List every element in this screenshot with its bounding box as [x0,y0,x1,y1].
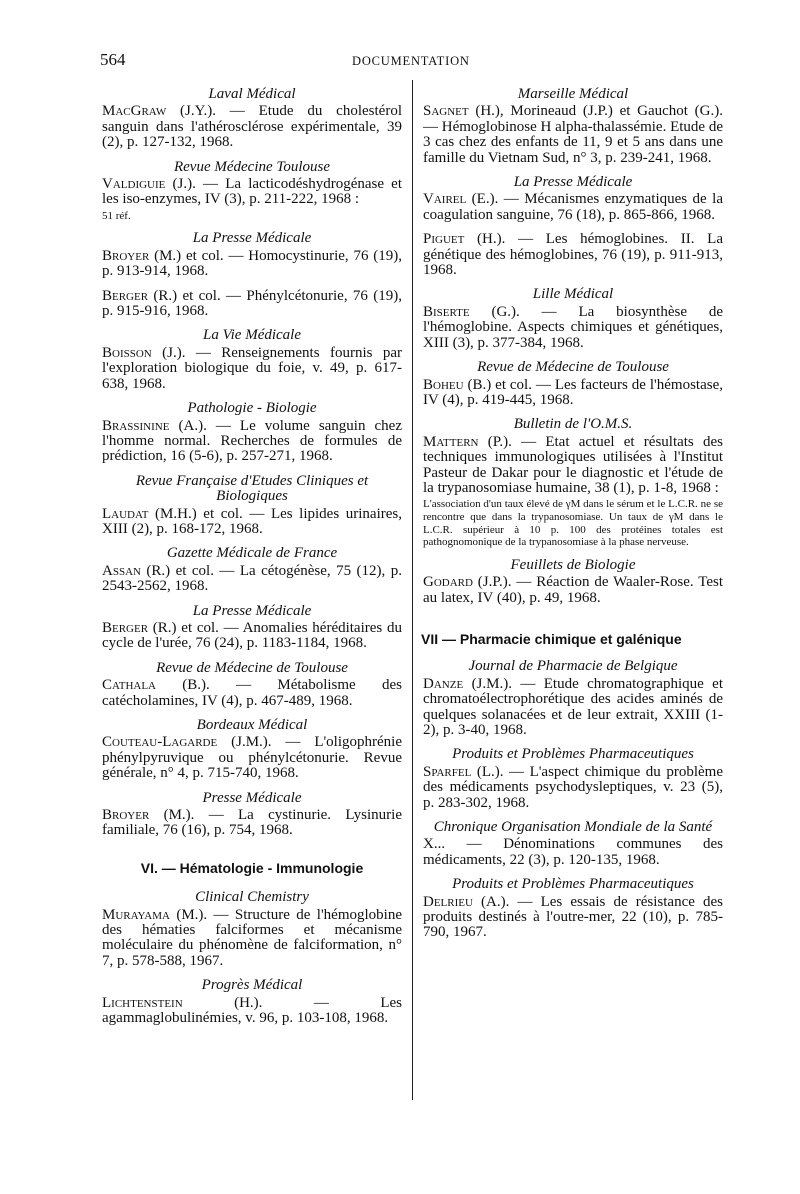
entry-author: Broyer [102,247,150,264]
journal-title: La Presse Médicale [513,174,633,191]
bibliography-entry [102,507,402,538]
journal-title: Produits et Problèmes Pharmaceutiques [452,876,694,893]
entry-text: (M.H.) et col. — Les lipides urinaires, XIII (2), p. 168-172, 1968. [102,505,402,537]
section-heading: VII — Pharmacie chimique et galénique [421,630,682,647]
journal-title: La Presse Médicale [192,230,312,247]
journal-title: Feuillets de Biologie [510,556,636,573]
entry-author: Valdiguie [102,176,166,193]
bibliography-entry [102,104,402,150]
journal-title: Chronique Organisation Mondiale de la Santé [433,819,713,835]
journal-title: Revue Française d'Etudes Cliniques et Biologiques [135,472,369,505]
entry-text: (H.), Morineaud (J.P.) et Gauchot (G.). — Hémoglobinose H alpha-thalassémie. Etude de 3 cas chez des enfants de 11, 9 et 5 ans dans une famille du Vietnam Sud, n° 3, p. 239-241, 1968. [423,103,723,166]
bibliography-entry [423,435,723,497]
entry-author: Boisson [102,344,152,361]
bibliography-entry [102,908,402,970]
journal-title: Bulletin de l'O.M.S. [513,416,633,433]
entry-author: Lichtenstein [102,994,183,1011]
section-heading: VI. — Hématologie - Immunologie [140,859,364,876]
entry-text: (J.M.). — Etude chromatographique et chromatoélectrophorétique des acides aminés de quelques solanacées et de leur extrait, XXIII (1-2), p. 3-40, 1968. [423,675,723,738]
entry-text: (G.). — La biosynthèse de l'hémoglobine. Aspects chimiques et génétiques, XIII (3), p. 377-384, 1968. [423,303,723,351]
bibliography-entry [102,808,402,839]
entry-author: Boheu [423,376,464,393]
entry-text: (M.). — Structure de l'hémoglobine des hématies falciformes et mécanisme moléculaire du phénomène de falciformation, n° 7, p. 578-588, 1967. [102,906,402,969]
entry-author: Danze [423,675,464,692]
bibliography-entry [423,895,723,941]
entry-author: Assan [102,562,141,579]
entry-text: (J.). — La lacticodéshydrogénase et les iso-enzymes, IV (3), p. 211-222, 1968 : [102,176,402,208]
bibliography-entry [423,378,723,409]
entry-author: Murayama [102,906,170,923]
journal-title: Gazette Médicale de France [166,545,338,562]
entry-author: Brassinine [102,417,170,434]
entry-text: (B.). — Métabolisme des catécholamines, IV (4), p. 467-489, 1968. [102,677,402,709]
entry-note: 51 réf. [102,209,131,222]
entry-text: — Dénominations communes des médicaments, 22 (3), p. 120-135, 1968. [423,836,723,868]
entry-text: (J.M.). — L'oligophrénie phénylpyruvique ou phénylcétonurie. Revue générale, n° 4, p. 715-740, 1968. [102,734,402,782]
bibliography-entry [102,177,402,208]
bibliography-entry [102,289,402,320]
journal-title: Laval Médical [208,86,296,102]
bibliography-entry [423,104,723,166]
entry-text: (H.). — Les agammaglobulinémies, v. 96, p. 103-108, 1968. [102,994,402,1027]
journal-title: Revue de Médecine de Toulouse [156,659,348,676]
entry-author: Sparfel [423,763,472,780]
bibliography-entry [102,249,402,280]
column-divider [412,80,413,1100]
entry-note: L'association d'un taux élevé de γM dans le sérum et le L.C.R. ne se rencontre que dans la trypanosomiase. Un taux de γM dans le L.C.R. supérieur à 10 p. 100 des protéines totales est pathognomonique de la trypanosomiase à la phase nerveuse. [423,498,723,549]
entry-author: Cathala [102,677,156,694]
bibliography-entry [423,677,723,739]
journal-title: Pathologie - Biologie [187,400,317,417]
entry-text: (A.). — Le volume sanguin chez l'homme normal. Recherches de formules de prédiction, 16 (5-6), p. 257-271, 1968. [102,417,402,465]
entry-author: Couteau-Lagarde [102,734,218,751]
journal-title: La Presse Médicale [192,602,312,619]
entry-text: (L.). — L'aspect chimique du problème des médicaments psychodysleptiques, v. 23 (5), p. 283-302, 1968. [423,763,723,811]
running-head: DOCUMENTATION [352,54,470,68]
entry-author: MacGraw [102,103,167,120]
entry-text: (B.) et col. — Les facteurs de l'hémostase, IV (4), p. 419-445, 1968. [423,376,723,408]
entry-author: Berger [102,619,149,636]
journal-title: Revue de Médecine de Toulouse [477,359,669,376]
journal-title: Marseille Médical [517,86,629,102]
entry-author: Broyer [102,807,150,824]
entry-author: Godard [423,574,473,591]
bibliography-entry [423,305,723,351]
entry-text: (J.). — Renseignements fournis par l'exploration biologique du foie, v. 49, p. 617-638, 1968. [102,344,402,392]
journal-title: Progrès Médical [201,977,303,994]
journal-title: Presse Médicale [202,789,302,806]
entry-author: Vairel [423,191,467,208]
bibliography-entry [423,765,723,811]
bibliography-entry [423,575,723,606]
entry-text: (P.). — Etat actuel et résultats des techniques immunologiques utilisées à l'Institut Pasteur de Dakar pour le diagnostic et l'étude de la trypanosomiase humaine, 38 (1), p. 1-8, 1968 : [423,433,723,496]
entry-text: (M.). — La cystinurie. Lysinurie familiale, 76 (16), p. 754, 1968. [102,807,402,839]
entry-text: (E.). — Mécanismes enzymatiques de la coagulation sanguine, 76 (18), p. 865-866, 1968. [423,191,723,223]
entry-text: (R.) et col. — Phénylcétonurie, 76 (19), p. 915-916, 1968. [102,287,402,320]
bibliography-entry [102,996,402,1027]
journal-title: Bordeaux Médical [196,717,308,733]
left-column [102,87,402,1036]
page-number: 564 [100,50,126,69]
bibliography-entry [423,192,723,223]
journal-title: Clinical Chemistry [195,889,309,906]
bibliography-entry [102,419,402,465]
entry-text: (M.) et col. — Homocystinurie, 76 (19), p. 913-914, 1968. [102,247,402,280]
journal-title: Lille Médical [532,286,614,303]
bibliography-entry [102,564,402,595]
entry-text: (J.P.). — Réaction de Waaler-Rose. Test au latex, IV (40), p. 49, 1968. [423,574,723,606]
entry-text: (R.) et col. — La cétogénèse, 75 (12), p. 2543-2562, 1968. [102,562,402,595]
entry-author: Mattern [423,433,479,450]
bibliography-entry [102,346,402,392]
entry-text: (J.Y.). — Etude du cholestérol sanguin dans l'athérosclérose expérimentale, 39 (2), p. 127-132, 1968. [102,103,402,151]
entry-text: (R.) et col. — Anomalies héréditaires du cycle de l'urée, 76 (24), p. 1183-1184, 1968. [102,619,402,652]
entry-author: Laudat [102,505,149,522]
journal-title: Produits et Problèmes Pharmaceutiques [452,746,694,763]
entry-author: X... [423,836,446,853]
entry-author: Biserte [423,303,470,320]
entry-author: Delrieu [423,893,473,910]
bibliography-entry [102,621,402,652]
journal-title: Journal de Pharmacie de Belgique [468,658,678,675]
entry-text: (A.). — Les essais de résistance des produits destinés à l'outre-mer, 22 (10), p. 785-790, 1967. [423,893,723,941]
right-column [423,87,723,950]
bibliography-entry [423,837,723,868]
entry-author: Piguet [423,231,465,248]
journal-title: La Vie Médicale [202,327,302,344]
bibliography-entry [423,232,723,278]
entry-author: Sagnet [423,103,469,120]
journal-title: Revue Médecine Toulouse [173,158,331,175]
bibliography-entry [102,735,402,781]
bibliography-entry [102,678,402,709]
entry-author: Berger [102,287,149,304]
entry-text: (H.). — Les hémoglobines. II. La génétique des hémoglobines, 76 (19), p. 911-913, 1968. [423,231,723,279]
